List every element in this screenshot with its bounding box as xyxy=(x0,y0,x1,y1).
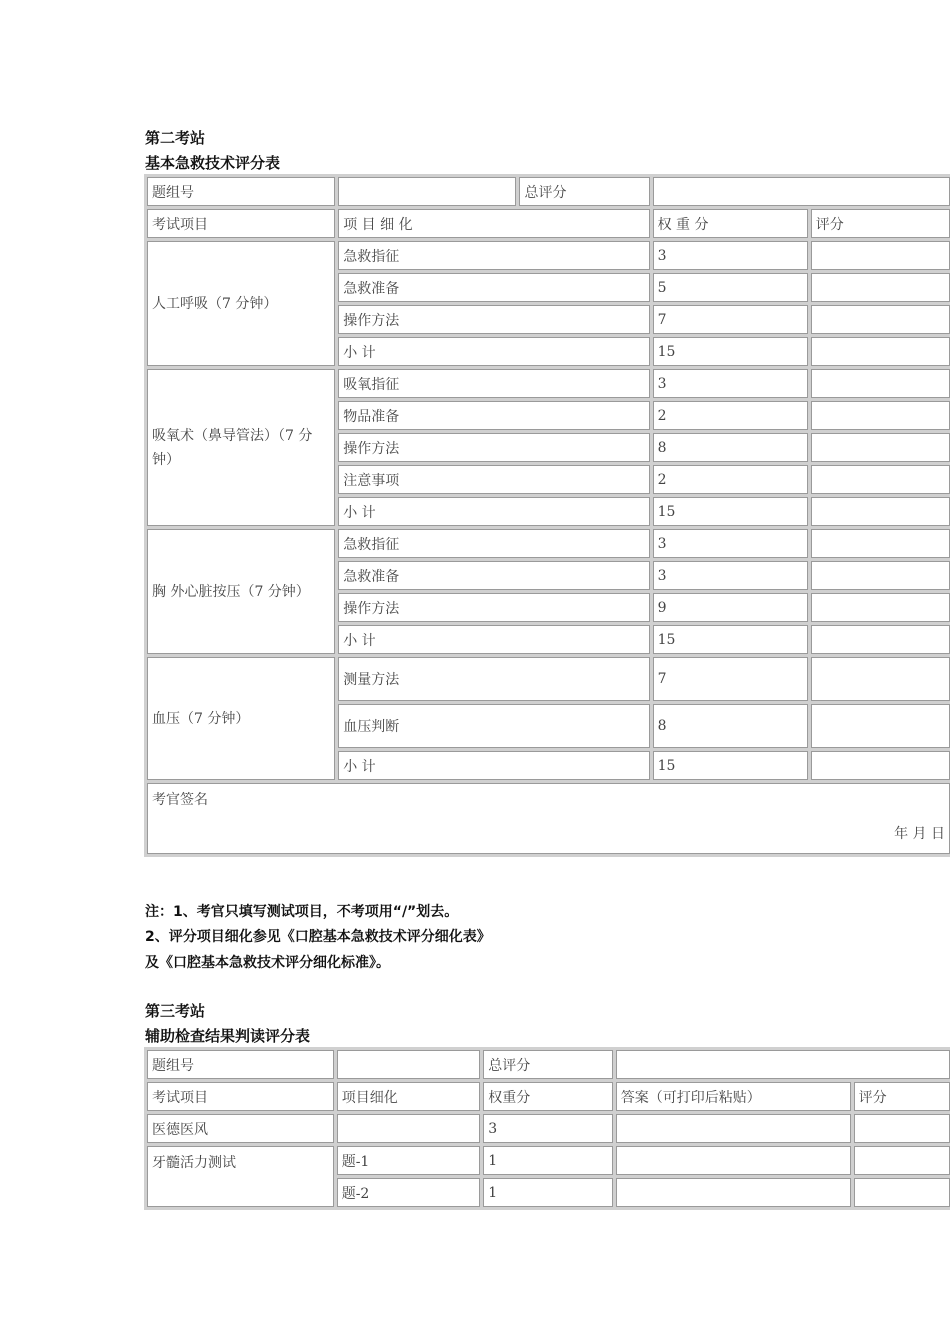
weight-cell: 2 xyxy=(653,401,808,430)
examiner-signature-cell[interactable] xyxy=(147,783,950,854)
score-input-cell[interactable] xyxy=(811,273,950,302)
station3-table-title: 辅助检查结果判读评分表 xyxy=(145,1027,311,1045)
score-input-cell[interactable] xyxy=(811,241,950,270)
exam-item-name: 吸氧术（鼻导管法）（7 分钟） xyxy=(147,369,335,526)
detail-cell: 急救指征 xyxy=(338,241,649,270)
score-input-cell[interactable] xyxy=(811,704,950,748)
exam-item-name: 人工呼吸（7 分钟） xyxy=(147,241,335,366)
weight-cell: 1 xyxy=(483,1146,612,1175)
score-input-cell[interactable] xyxy=(854,1146,950,1175)
examiner-signature-label: 考官签名 xyxy=(152,792,208,808)
subtotal-label: 小 计 xyxy=(338,751,649,780)
station3-score-table xyxy=(144,1047,950,1210)
table-row xyxy=(147,529,950,558)
detail-cell: 测量方法 xyxy=(338,657,649,701)
score-input-cell[interactable] xyxy=(811,401,950,430)
weight-cell: 8 xyxy=(653,704,808,748)
note-line-3: 及《口腔基本急救技术评分细化标准》。 xyxy=(145,955,390,971)
exam-item-name: 血压（7 分钟） xyxy=(147,657,335,780)
station3-heading: 第三考站 xyxy=(145,1002,206,1020)
score-input-cell[interactable] xyxy=(811,625,950,654)
answer-input-cell[interactable] xyxy=(616,1178,851,1207)
detail-cell: 注意事项 xyxy=(338,465,649,494)
score-input-cell[interactable] xyxy=(811,497,950,526)
station2-heading: 第二考站 xyxy=(145,129,206,147)
note-line-1: 注：1、考官只填写测试项目，不考项用“/”划去。 xyxy=(145,904,459,920)
table-row xyxy=(147,177,950,206)
subtotal-label: 小 计 xyxy=(338,497,649,526)
score-input-cell[interactable] xyxy=(854,1178,950,1207)
weight-cell: 3 xyxy=(653,241,808,270)
weight-cell: 7 xyxy=(653,657,808,701)
weight-cell: 8 xyxy=(653,433,808,462)
detail-cell: 急救准备 xyxy=(338,561,649,590)
score-input-cell[interactable] xyxy=(811,593,950,622)
detail-cell: 物品准备 xyxy=(338,401,649,430)
group-no-label: 题组号 xyxy=(147,1050,334,1079)
weight-cell: 15 xyxy=(653,337,808,366)
detail-cell xyxy=(337,1114,481,1143)
detail-cell: 急救指征 xyxy=(338,529,649,558)
weight-cell: 5 xyxy=(653,273,808,302)
exam-item-name: 医德医风 xyxy=(147,1114,334,1143)
col-header-score: 评分 xyxy=(854,1082,950,1111)
col-header-item: 考试项目 xyxy=(147,209,335,238)
weight-cell: 15 xyxy=(653,625,808,654)
table-row xyxy=(147,783,950,854)
group-no-label: 题组号 xyxy=(147,177,335,206)
col-header-weight: 权重分 xyxy=(483,1082,612,1111)
score-input-cell[interactable] xyxy=(811,369,950,398)
score-input-cell[interactable] xyxy=(811,751,950,780)
weight-cell: 3 xyxy=(653,561,808,590)
table-row xyxy=(147,209,950,238)
score-input-cell[interactable] xyxy=(811,561,950,590)
station2-table-title: 基本急救技术评分表 xyxy=(145,154,281,172)
table-row xyxy=(147,1050,950,1079)
weight-cell: 7 xyxy=(653,305,808,334)
group-no-field[interactable] xyxy=(338,177,516,206)
detail-cell: 操作方法 xyxy=(338,593,649,622)
detail-cell: 题-1 xyxy=(337,1146,481,1175)
col-header-answer: 答案（可打印后粘贴） xyxy=(616,1082,851,1111)
table-row xyxy=(147,1146,950,1175)
col-header-weight: 权 重 分 xyxy=(653,209,808,238)
table-row xyxy=(147,657,950,701)
score-input-cell[interactable] xyxy=(811,529,950,558)
detail-cell: 操作方法 xyxy=(338,305,649,334)
subtotal-label: 小 计 xyxy=(338,625,649,654)
weight-cell: 15 xyxy=(653,751,808,780)
signature-date-label: 年 月 日 xyxy=(894,826,945,842)
detail-cell: 吸氧指征 xyxy=(338,369,649,398)
table-row xyxy=(147,369,950,398)
weight-cell: 3 xyxy=(483,1114,612,1143)
detail-cell: 急救准备 xyxy=(338,273,649,302)
weight-cell: 3 xyxy=(653,529,808,558)
weight-cell: 2 xyxy=(653,465,808,494)
col-header-score: 评分 xyxy=(811,209,950,238)
total-score-field[interactable] xyxy=(653,177,950,206)
group-no-field[interactable] xyxy=(337,1050,481,1079)
table-row xyxy=(147,1082,950,1111)
weight-cell: 9 xyxy=(653,593,808,622)
total-score-field[interactable] xyxy=(616,1050,950,1079)
subtotal-label: 小 计 xyxy=(338,337,649,366)
col-header-detail: 项目细化 xyxy=(337,1082,481,1111)
table-row xyxy=(147,241,950,270)
detail-cell: 题-2 xyxy=(337,1178,481,1207)
answer-input-cell[interactable] xyxy=(616,1146,851,1175)
col-header-item: 考试项目 xyxy=(147,1082,334,1111)
total-score-label: 总评分 xyxy=(483,1050,612,1079)
weight-cell: 3 xyxy=(653,369,808,398)
score-input-cell[interactable] xyxy=(811,657,950,701)
detail-cell: 操作方法 xyxy=(338,433,649,462)
station2-score-table xyxy=(144,174,950,857)
col-header-detail: 项 目 细 化 xyxy=(338,209,649,238)
table-row xyxy=(147,1114,950,1143)
total-score-label: 总评分 xyxy=(519,177,649,206)
score-input-cell[interactable] xyxy=(811,305,950,334)
score-input-cell[interactable] xyxy=(811,337,950,366)
exam-item-name: 牙髓活力测试 xyxy=(147,1146,334,1207)
detail-cell: 血压判断 xyxy=(338,704,649,748)
note-line-2: 2、评分项目细化参见《口腔基本急救技术评分细化表》 xyxy=(145,929,491,945)
weight-cell: 1 xyxy=(483,1178,612,1207)
score-input-cell[interactable] xyxy=(811,465,950,494)
weight-cell: 15 xyxy=(653,497,808,526)
answer-input-cell[interactable] xyxy=(616,1114,851,1143)
score-input-cell[interactable] xyxy=(811,433,950,462)
score-input-cell[interactable] xyxy=(854,1114,950,1143)
exam-item-name: 胸 外心脏按压（7 分钟） xyxy=(147,529,335,654)
